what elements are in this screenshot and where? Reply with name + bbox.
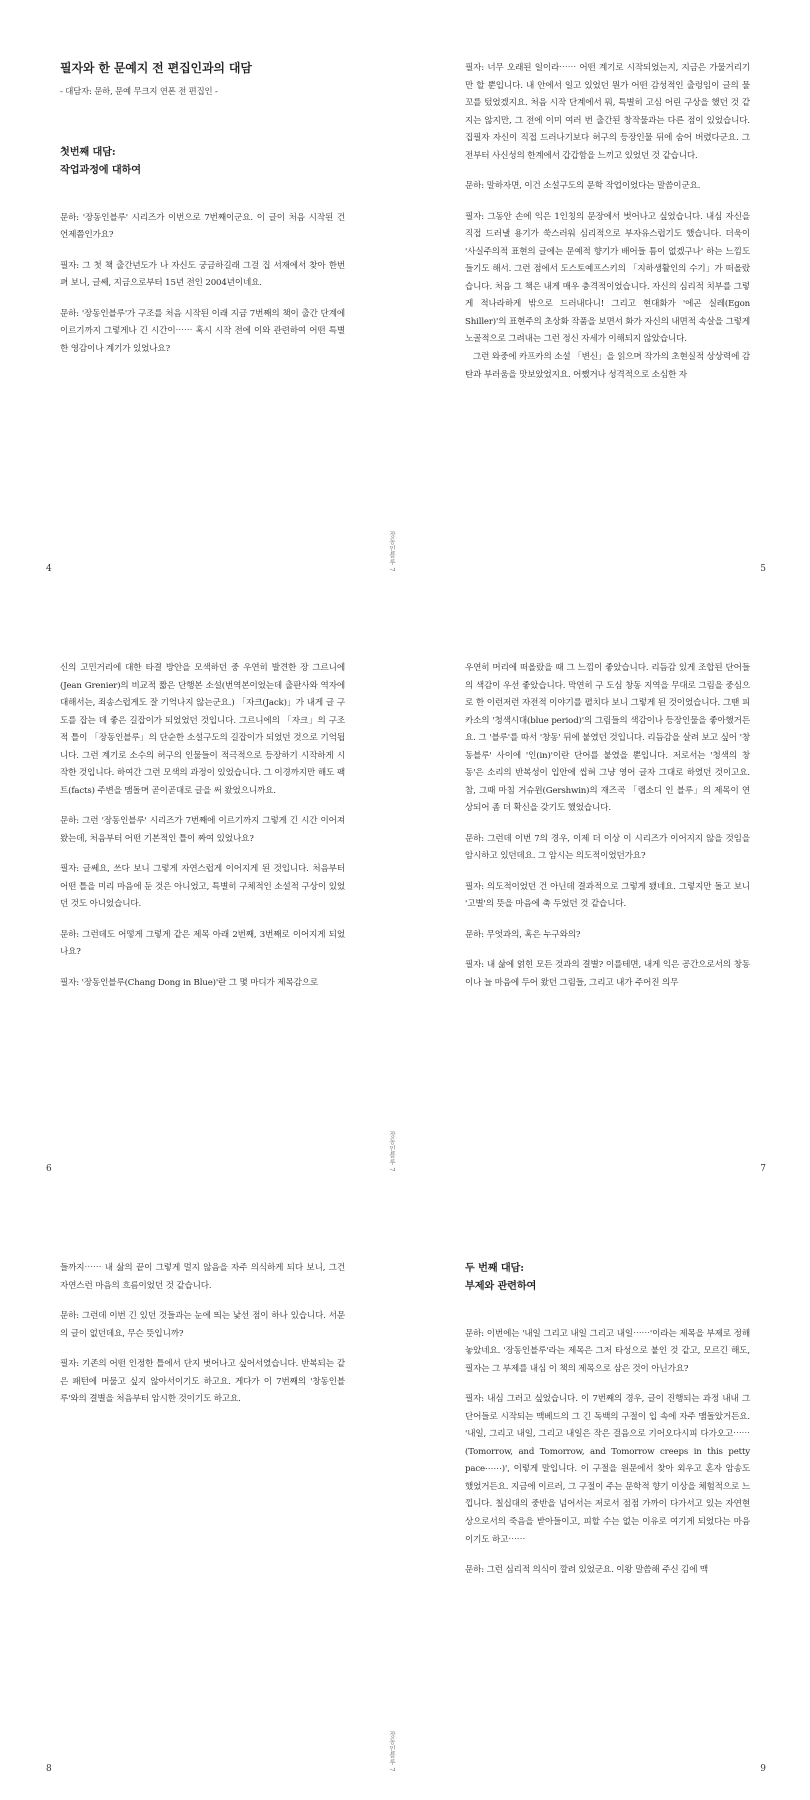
- book-subtitle: - 대담자: 문하, 문예 무크지 연폰 전 편집인 -: [60, 85, 218, 96]
- paragraph: 문하: 그런데 이번 긴 있던 것들과는 눈에 띄는 낯선 점이 하나 있습니다. 서문의 글이 없던데요, 무슨 뜻입니까?: [60, 1311, 345, 1339]
- page-5: [405, 0, 810, 600]
- book-title: 필자와 한 문예지 전 편집인과의 대담: [60, 61, 252, 75]
- page-6-content: [60, 660, 345, 1006]
- paragraph: 문하: 이번에는 '내일 그리고 내일 그리고 내일⋯⋯'이라는 제목을 부제로 정해 놓았네요. '장동인블루'라는 제목은 그저 타성으로 붙인 것 같고, 모르긴 해도, 필자는 그 부제를 내심 이 책의 제목으로 삼은 것이 아닌가요?: [465, 1328, 750, 1374]
- running-head: 장동인블루 7: [388, 1731, 396, 1772]
- section-heading-line: 작업과정에 대하여: [60, 163, 141, 176]
- page-number: 4: [46, 564, 52, 574]
- page-number: 5: [760, 564, 766, 574]
- page-8: [0, 1200, 405, 1800]
- paragraph-lead: 들까지⋯⋯ 내 삶의 끝이 그렇게 멀지 않음을 자주 의식하게 되다 보니, 그건 자연스런 마음의 흐름이었던 것 같습니다.: [60, 1263, 345, 1291]
- page-number: 8: [46, 1764, 52, 1774]
- paragraph: 필자: 너무 오래된 일이라⋯⋯ 어떤 계기로 시작되었는지, 지금은 가물거리기만 할 뿐입니다. 내 안에서 일고 있었던 뭔가 어떤 감성적인 출렁임이 글의 물꼬를 텄었겠지요. 처음 시작 단계에서 뭐, 특별히 고심 어린 구상을 했던 것 같지는 않지만, 그 전에 이미 여러 번 출간된 창작물과는 다른 점이 있었습니다. 집필자 자신이 직접 드러나기보다 허구의 등장인물 뒤에 숨어 버렸다군요. 그 전부터 사신성의 한계에서 갑갑함을 느끼고 있었던 것 같습니다.: [465, 63, 750, 161]
- paragraph-continued: 그런 와중에 카프카의 소설 「변신」을 읽으며 작가의 초현실적 상상력에 감탄과 부러움을 맛보았었지요. 어쨌거나 성격적으로 소심한 자: [465, 351, 750, 380]
- section-heading-line: 두 번째 대담:: [465, 1262, 524, 1274]
- paragraph: 필자: 글쎄요, 쓰다 보니 그렇게 자연스럽게 이어지게 된 것입니다. 처음부터 어떤 틀을 미리 마음에 둔 것은 아니었고, 특별히 구체적인 소설적 구상이 있었던 것도 아니었습니다.: [60, 864, 345, 910]
- paragraph: 문하: 무엇과의, 혹은 누구와의?: [465, 929, 581, 940]
- section-heading-first: [60, 144, 345, 180]
- section-heading-line: 부제와 관련하여: [465, 1279, 537, 1292]
- paragraph-lead: 우연히 머리에 떠올랐을 때 그 느낌이 좋았습니다. 리듬감 있게 조합된 단어들의 색감이 우선 좋았습니다. 막연히 구 도심 창동 지역을 무대로 그림을 중심으로 한 이런저런 자전적 이야기를 펼치다 보니 그렇게 된 것이었습니다. 그땐 피카소의 '청색시대(blue period)'의 그림들의 색감이나 등장인물을 좋아했거든요. 그 '블루'를 따서 '창동' 뒤에 붙였던 것입니다. 리듬감을 살려 보고 싶어 '창동블루' 사이에 '인(in)'이란 단어를 붙였을 뿐입니다. 저로서는 '청색의 창동'은 소리의 반복성이 입안에 씹혀 그냥 영어 글자 그대로 하였던 것이고요. 참, 그때 마침 거슈윈(Gershwin)의 재즈곡 「랩소디 인 블루」의 제목이 연상되어 좀 더 확신을 갖기도 했었습니다.: [465, 663, 750, 814]
- running-head: 장동인블루 7: [388, 531, 396, 572]
- paragraph: 문하: 그런 '장동인블루' 시리즈가 7번째에 이르기까지 그렇게 긴 시간 이어져 왔는데, 처음부터 어떤 기본적인 틀이 짜여 있었나요?: [60, 816, 345, 844]
- paragraph: 필자: 의도적이었던 건 아닌데 결과적으로 그렇게 됐네요. 그렇지만 돌고 보니 '고별'의 뜻을 마음에 축 두었던 것 같습니다.: [465, 881, 750, 910]
- page-6: [0, 600, 405, 1200]
- paragraph: 필자: 그 첫 책 출간년도가 나 자신도 궁금하길래 그걸 집 서재에서 찾아 한번 펴 보니, 글쎄, 지금으로부터 15년 전인 2004년이네요.: [60, 260, 345, 289]
- paragraph: 문하: 말하자면, 이건 소설구도의 문학 작업이었다는 말씀이군요.: [465, 181, 701, 192]
- paragraph: 문하: '장동인블루'가 구조를 처음 시작된 이래 지금 7번째의 책이 출간 단계에 이르기까지 그렇게나 긴 시간이⋯⋯ 혹시 시작 전에 이와 관련하여 어떤 특별한 영감이나 계기가 있었나요?: [60, 308, 345, 354]
- page-4-content: [60, 60, 345, 371]
- page-number: 7: [760, 1164, 766, 1174]
- page-9: [405, 1200, 810, 1800]
- paragraph-tail: 문하: 그런 심리적 의식이 깔려 있었군요. 이왕 말씀해 주신 김에 맥: [465, 1565, 709, 1576]
- section-heading-second: [465, 1260, 750, 1296]
- page-8-content: [60, 1260, 345, 1422]
- section-heading-line: 첫번째 대담:: [60, 145, 116, 158]
- page-9-content: [465, 1260, 750, 1593]
- paragraph: 필자: 내심 그러고 싶었습니다. 이 7번째의 경우, 글이 진행되는 과정 내내 그 단어들로 시작되는 맥베드의 그 긴 독백의 구절이 입 속에 자주 맴돌았거든요. '내일, 그리고 내일, 그리고 내일은 작은 걸음으로 기어오다시피 다가오고⋯⋯(Tomorrow, and Tomorrow, and Tomorrow creeps in this petty pace⋯⋯)', 이렇게 말입니다. 이 구절을 원문에서 찾아 외우고 혼자 암송도 했었거든요. 지금에 이르러, 그 구절이 주는 문학적 향기 이상을 체험적으로 느낍니다. 칠십대의 중반을 넘어서는 저로서 점점 가까이 다가서고 있는 자연현상으로서의 죽음을 받아들이고, 피할 수는 없는 이유로 여기게 되었다는 마음이기도 하고⋯⋯: [465, 1394, 750, 1545]
- page-number: 9: [760, 1764, 766, 1774]
- paragraph: 필자: 기존의 어떤 인정한 틀에서 단지 벗어나고 싶어서였습니다. 반복되는 같은 패턴에 머물고 싶지 않아서이기도 하고요. 게다가 이 7번째의 '창동인블루'와의 결별을 처음부터 암시한 것이기도 하고요.: [60, 1359, 345, 1405]
- paragraph-tail: 필자: 내 삶에 얽힌 모든 것과의 결별? 이를테면, 내게 익은 공간으로서의 창동이나 늘 마음에 두어 왔던 그림들, 그리고 내가 주어진 의무: [465, 960, 750, 988]
- page-7-content: [465, 660, 750, 1006]
- paragraph: 문하: 그런데도 어떻게 그렇게 같은 제목 아래 2번째, 3번째로 이어지게 되었나요?: [60, 929, 345, 958]
- page-number: 6: [46, 1164, 52, 1174]
- paragraph-tail: 필자: '장동인블루(Chang Dong in Blue)'란 그 몇 마디가 제목감으로: [60, 977, 319, 988]
- paragraph: 문하: 그런데 이번 7의 경우, 이제 더 이상 이 시리즈가 이어지지 않을 것임을 암시하고 있던데요. 그 암시는 의도적이었던가요?: [465, 833, 750, 862]
- page-7: [405, 600, 810, 1200]
- paragraph-lead: 신의 고민거리에 대한 타결 방안을 모색하던 중 우연히 발견한 장 그르니에(Jean Grenier)의 비교적 짧은 단행본 소설(번역본이었는데 출판사와 역자에 대해서는, 죄송스럽게도 잘 기억나지 않는군요.) 「자크(Jack)」가 내게 글 구도를 잡는 데 좋은 길잡이가 되었었던 것입니다. 그르니에의 「자크」의 구조적 틀이 「장동인블루」의 단순한 소설구도의 길잡이가 되었던 것으로 기억됩니다. 그런 계기로 소수의 허구의 인물들이 적극적으로 등장하기 시작하게 시작한 것입니다. 하여간 그런 모색의 과정이 있었습니다. 그 이경까지만 해도 팩트(facts) 주변을 맴돌며 곧이곧대로 글을 써 왔었으니까요.: [60, 663, 345, 796]
- page-5-content: [465, 60, 750, 397]
- paragraph: 문하: '장동인블루' 시리즈가 이번으로 7번째이군요. 이 글이 처음 시작된 건 언제쯤인가요?: [60, 212, 345, 241]
- running-head: 장동인블루 7: [388, 1131, 396, 1172]
- paragraph: 필자: 그동안 손에 익은 1인칭의 문장에서 벗어나고 싶었습니다. 내심 자신을 직접 드러낼 용기가 쑥스러워 심리적으로 부자유스럽기도 했습니다. 더욱이 '사실주의적 표현의 글에는 문예적 향기가 배어들 틈이 없겠구나' 하는 느낌도 들기도 해서. 그런 점에서 도스토예프스키의 「지하생활인의 수기」가 떠올랐습니다. 처음 그 책은 내게 매우 충격적이었습니다. 자신의 심리적 치부를 그렇게 적나라하게 밖으로 드러내다니! 그리고 현대화가 '에곤 실레(Egon Shiller)'의 표현주의 초상화 작품을 보면서 화가 자신의 내면적 속살을 그렇게 노골적으로 그려내는 그런 정신 자세가 이해되지 않았습니다.: [465, 211, 750, 345]
- page-4: [0, 0, 405, 600]
